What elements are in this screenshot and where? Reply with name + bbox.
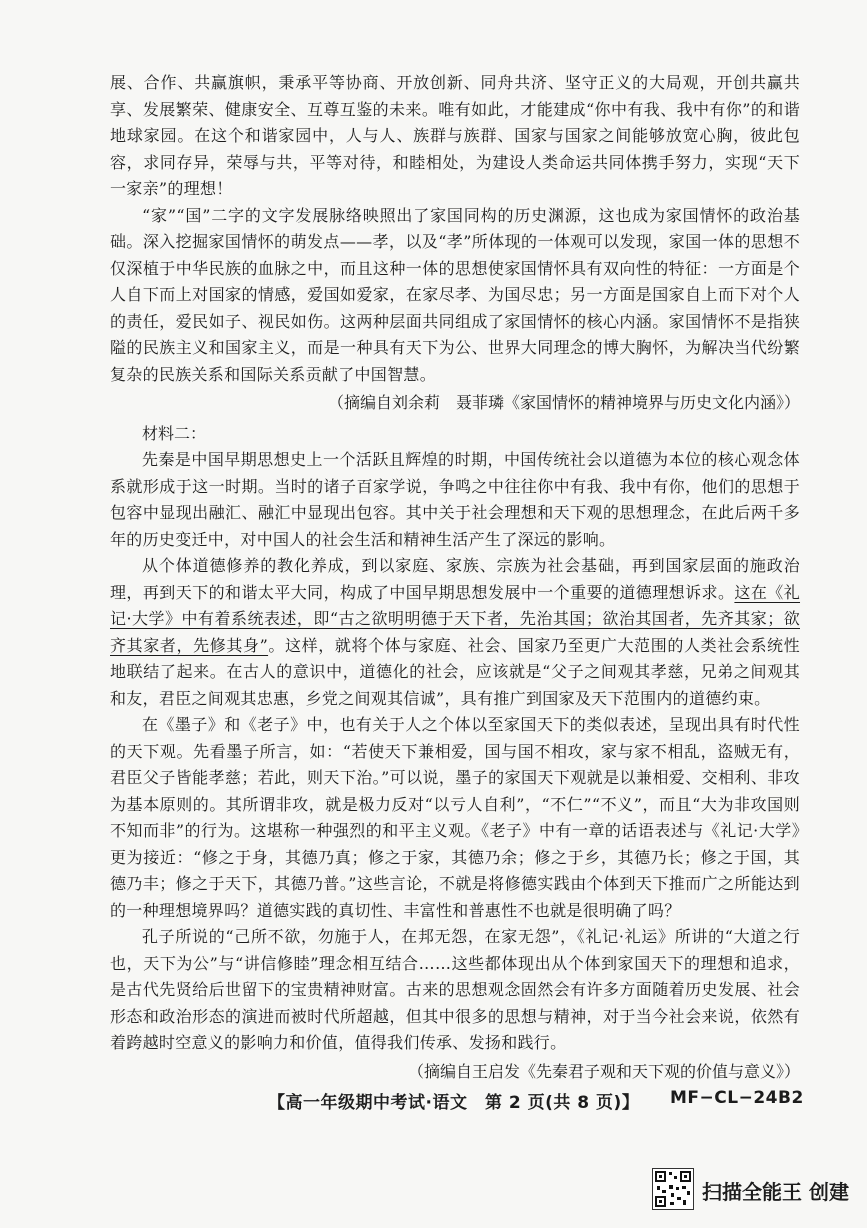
qr-code-icon xyxy=(652,1168,694,1210)
passage-body xyxy=(110,70,800,1089)
material2-source: （摘编自王启发《先秦君子观和天下观的价值与意义》） xyxy=(407,1061,800,1081)
material1-paragraph: 展、合作、共赢旗帜，秉承平等协商、开放创新、同舟共济、坚守正义的大局观，开创共赢共享、发展繁荣、健康安全、互尊互鉴的未来。唯有如此，才能建成“你中有我、我中有你”的和谐地球家园。在这个和谐家园中，人与人、族群与族群、国家与国家之间能够放宽心胸，彼此包容，求同存异，荣辱与共，平等对待，和睦相处，为建设人类命运共同体携手努力，实现“天下一家亲”的理想！ xyxy=(110,73,800,198)
material1-paragraph: “家”“国”二字的文字发展脉络映照出了家国同构的历史渊源，这也成为家国情怀的政治基础。深入挖掘家国情怀的萌发点——孝，以及“孝”所体现的一体观可以发现，家国一体的思想不仅深植于中华民族的血脉之中，而且这种一体的思想使家国情怀具有双向性的特征：一方面是个人自下而上对国家的情感，爱国如爱家，在家尽孝、为国尽忠；另一方面是国家自上而下对个人的责任，爱民如子、视民如伤。这两种层面共同组成了家国情怀的核心内涵。家国情怀不是指狭隘的民族主义和国家主义，而是一种具有天下为公、世界大同理念的博大胸怀，为解决当代纷繁复杂的民族关系和国际关系贡献了中国智慧。 xyxy=(110,205,800,384)
paragraph-text: 。这样，就将个体与家庭、社会、国家乃至更广大范围的人类社会系统性地联结了起来。在古人的意识中，道德化的社会，应该就是“父子之间观其孝慈，兄弟之间观其和友，君臣之间观其忠惠，乡党之间观其信诚”，具有推广到国家及天下范围内的道德约束。 xyxy=(110,635,800,708)
page-footer xyxy=(0,1088,867,1116)
material2-paragraph: 先秦是中国早期思想史上一个活跃且辉煌的时期，中国传统社会以道德为本位的核心观念体系就形成于这一时期。当时的诸子百家学说，争鸣之中往往你中有我、我中有你，他们的思想于包容中显现出融汇、融汇中显现出包容。其中关于社会理想和天下观的思想理念，在此后两千多年的历史变迁中，对中国人的社会生活和精神生活产生了深远的影响。 xyxy=(110,450,800,549)
material2-paragraph xyxy=(110,553,800,712)
material2-paragraph: 在《墨子》和《老子》中，也有关于人之个体以至家国天下的类似表述，呈现出具有时代性的天下观。先看墨子所言，如：“若使天下兼相爱，国与国不相攻，家与家不相乱，盗贼无有，君臣父子皆能孝慈；若此，则天下治。”可以说，墨子的家国天下观就是以兼相爱、交相利、非攻为基本原则的。其所谓非攻，就是极力反对“以亏人自利”，“不仁”“不义”，而且“大为非攻国则不知而非”的行为。这堪称一种强烈的和平主义观。《老子》中有一章的话语表述与《礼记·大学》更为接近：“修之于身，其德乃真；修之于家，其德乃余；修之于乡，其德乃长；修之于国，其德乃丰；修之于天下，其德乃普。”这些言论，不就是将修德实践由个体到天下推而广之所能达到的一种理想境界吗？道德实践的真切性、丰富性和普惠性不也就是很明确了吗？ xyxy=(110,715,800,920)
material2-paragraph: 孔子所说的“己所不欲，勿施于人，在邦无怨，在家无怨”，《礼记·礼运》所讲的“大道之行也，天下为公”与“讲信修睦”理念相互结合……这些都体现出从个体到家国天下的理想和追求，是古代先贤给后世留下的宝贵精神财富。古来的思想观念固然会有许多方面随着历史发展、社会形态和政治形态的演进而被时代所超越，但其中很多的思想与精神，对于当今社会来说，依然有着跨越时空意义的影响力和价值，值得我们传承、发扬和践行。 xyxy=(110,927,800,1052)
underlined-sentence: 这在《礼记·大学》中有着系统表述，即“古之欲明明德于天下者，先治其国；欲治其国者，先齐其家；欲齐其家者，先修其身” xyxy=(110,582,801,655)
footer-page-info: 【高一年级期中考试·语文 第 2 页(共 8 页)】 xyxy=(268,1093,640,1113)
scanner-watermark xyxy=(652,1168,852,1212)
material2-label: 材料二： xyxy=(142,423,207,443)
watermark-text: 扫描全能王 创建 xyxy=(702,1180,849,1204)
paragraph-text: 从个体道德修养的教化养成，到以家庭、家族、宗族为社会基础，再到国家层面的施政治理，再到天下的和谐太平大同，构成了中国早期思想发展中一个重要的道德理想诉求。 xyxy=(110,556,800,602)
footer-code: MF−CL−24B2 xyxy=(670,1088,804,1108)
material1-source: （摘编自刘余莉 聂菲璘《家国情怀的精神境界与历史文化内涵》） xyxy=(327,393,800,412)
